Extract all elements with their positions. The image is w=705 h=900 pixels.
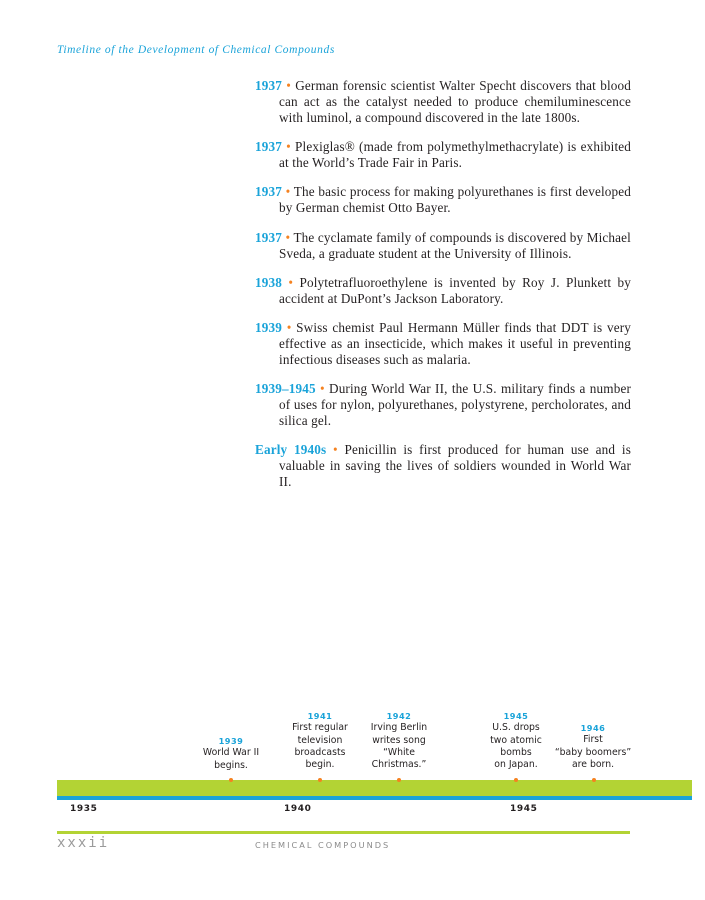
running-head: Timeline of the Development of Chemical Compounds [57,44,335,56]
timeline-tick-1942 [397,778,401,782]
timeline-bar [57,780,692,796]
entry-year: 1937 [255,139,282,155]
timeline-tick-1945 [514,778,518,782]
timeline-event-1939 [196,735,266,772]
bullet-icon: • [319,381,325,397]
event-text-line: “White [383,746,415,758]
event-text-line: two atomic [490,734,542,746]
entry-text: German forensic scientist Walter Specht discovers that blood can act as the catalyst needed to produce chemiluminescence with luminol, a compound discovered in the late 1800s. [279,78,632,125]
entry-text: The basic process for making polyurethanes is first developed by German chemist Otto Bayer. [279,184,631,216]
timeline-entry [255,230,631,262]
axis-year-1945: 1945 [510,804,538,814]
timeline-entries [255,78,631,501]
bullet-icon: • [286,139,291,155]
entry-year: 1939–1945 [255,381,316,397]
bullet-icon: • [286,78,291,93]
bullet-icon: • [286,319,292,335]
entry-year: 1937 [255,78,282,93]
axis-year-1935: 1935 [70,804,98,814]
entry-text: Swiss chemist Paul Hermann Müller finds that DDT is very effective as an insecticide, which makes it useful in preventing infectious diseases such as malaria. [279,319,631,367]
event-text-line: Irving Berlin [370,722,428,734]
bullet-icon: • [333,442,338,458]
timeline-entry [255,442,631,490]
timeline-entry [255,320,631,368]
event-text-line: bombs [500,746,532,758]
timeline-tick-1939 [229,778,233,782]
entry-year: 1937 [255,184,282,200]
event-text-line: writes song [372,734,426,746]
event-year: 1945 [503,711,529,721]
bullet-icon: • [285,184,291,200]
entry-year: 1939 [255,319,282,335]
event-text-line: First [583,734,603,746]
bullet-icon: • [288,274,294,290]
timeline-entry [255,275,631,307]
entry-text: Plexiglas® (made from polymethylmethacrylate) is exhibited at the World’s Trade Fair in Paris. [279,139,632,171]
timeline-tick-1946 [592,778,596,782]
entry-text: During World War II, the U.S. military finds a number of uses for nylon, polyurethanes, polystyrene, percholorates, and silica gel. [279,381,631,429]
axis-year-1940: 1940 [284,804,312,814]
event-text-line: Christmas.” [371,759,427,771]
timeline-event-1941 [284,710,356,771]
event-text-line: broadcasts [294,746,346,758]
event-text-line: begin. [305,759,335,771]
timeline-event-1942 [364,710,434,771]
event-text-line: First regular [292,722,348,734]
timeline-event-1945 [481,710,551,771]
timeline-tick-1941 [318,778,322,782]
entry-text: Polytetrafluoroethylene is invented by Roy J. Plunkett by accident at DuPont’s Jackson Laboratory. [279,274,632,306]
event-text-line: are born. [571,758,615,770]
event-text-line: on Japan. [494,759,538,771]
event-text-line: U.S. drops [492,722,540,734]
entry-year: 1937 [255,229,282,245]
event-text-line: “baby boomers” [554,746,632,758]
entry-text: Penicillin is first produced for human use and is valuable in saving the lives of soldiers wounded in World War II. [279,442,631,490]
event-text-line: begins. [214,759,248,771]
entry-text: The cyclamate family of compounds is discovered by Michael Sveda, a graduate student at the University of Illinois. [279,229,631,261]
event-year: 1942 [386,711,412,721]
event-year: 1946 [580,723,606,733]
footer-rule [57,831,630,834]
timeline-entry [255,78,631,126]
book-title: CHEMICAL COMPOUNDS [255,840,391,850]
entry-year: Early 1940s [255,442,327,458]
entry-year: 1938 [255,274,282,290]
timeline-entry [255,184,631,216]
timeline-entry [255,381,631,429]
timeline-bar-stripe [57,796,692,800]
timeline-event-1946 [549,722,637,771]
bullet-icon: • [285,229,291,245]
event-year: 1941 [307,711,333,721]
event-text-line: television [297,734,343,746]
event-text-line: World War II [202,747,260,759]
timeline-entry [255,139,631,171]
page-number: xxxii [57,835,110,851]
event-year: 1939 [218,736,244,746]
